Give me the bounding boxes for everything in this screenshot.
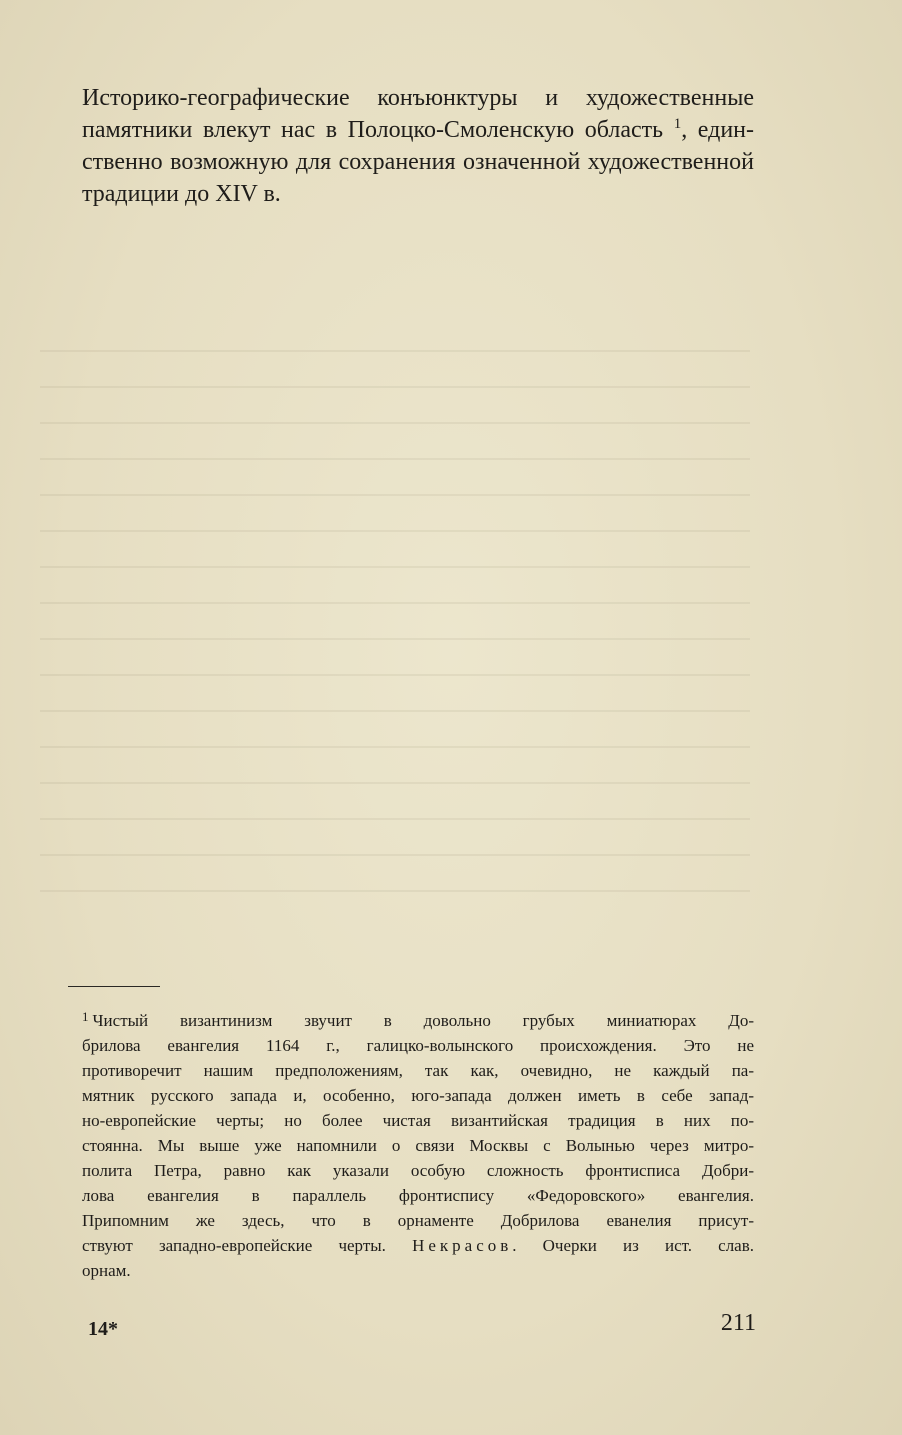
footnote	[82, 1004, 754, 1283]
footnote-reference[interactable]: 1	[673, 116, 682, 132]
footnote-line-10-text: ствуют западно-европейские черты.	[82, 1236, 386, 1255]
main-paragraph	[82, 82, 754, 210]
main-line-3: ственно возможную для сохранения означенной художественной	[82, 149, 754, 175]
footnote-line-7: полита Петра, равно как указали особую сложность фронтисписа Добри-	[82, 1161, 754, 1180]
footnote-marker: 1	[82, 1009, 89, 1024]
main-line-1: Историко-географические конъюнктуры и художественные	[82, 85, 754, 111]
footnote-line-9: Припомним же здесь, что в орнаменте Добрилова еванелия присут-	[82, 1211, 754, 1230]
main-line-2	[82, 114, 754, 146]
footnote-line-3: противоречит нашим предположениям, так как, очевидно, не каждый па-	[82, 1061, 754, 1080]
signature-mark: 14*	[88, 1318, 118, 1340]
main-line-4: традиции до XIV в.	[82, 181, 281, 207]
footnote-line-2: брилова евангелия 1164 г., галицко-волынского происхождения. Это не	[82, 1036, 754, 1055]
footnote-line-6: стоянна. Мы выше уже напомнили о связи Москвы с Волынью через митро-	[82, 1136, 754, 1155]
main-line-2-tail: , един-	[681, 117, 755, 143]
main-line-2-text: памятники влекут нас в Полоцко-Смоленскую область	[82, 117, 664, 143]
bleed-through-text	[40, 350, 750, 950]
page-number: 211	[720, 1310, 756, 1336]
footnote-line-5: но-европейские черты; но более чистая византийская традиция в них по-	[82, 1111, 754, 1130]
footnote-line-4: мятник русского запада и, особенно, юго-запада должен иметь в себе запад-	[82, 1086, 754, 1105]
footnote-line-10	[82, 1233, 754, 1258]
footnote-line-10-tail: . Очерки из ист. слав.	[512, 1236, 754, 1255]
author-name: Некрасов	[412, 1236, 513, 1255]
footnote-line-8: лова евангелия в параллель фронтиспису «Федоровского» евангелия.	[82, 1186, 754, 1205]
footnote-line-1	[82, 1004, 754, 1033]
footnote-line-11: орнам.	[82, 1261, 131, 1280]
footnote-line-1-text: Чистый византинизм звучит в довольно грубых миниатюрах До-	[92, 1011, 754, 1030]
footnote-divider	[68, 986, 160, 987]
